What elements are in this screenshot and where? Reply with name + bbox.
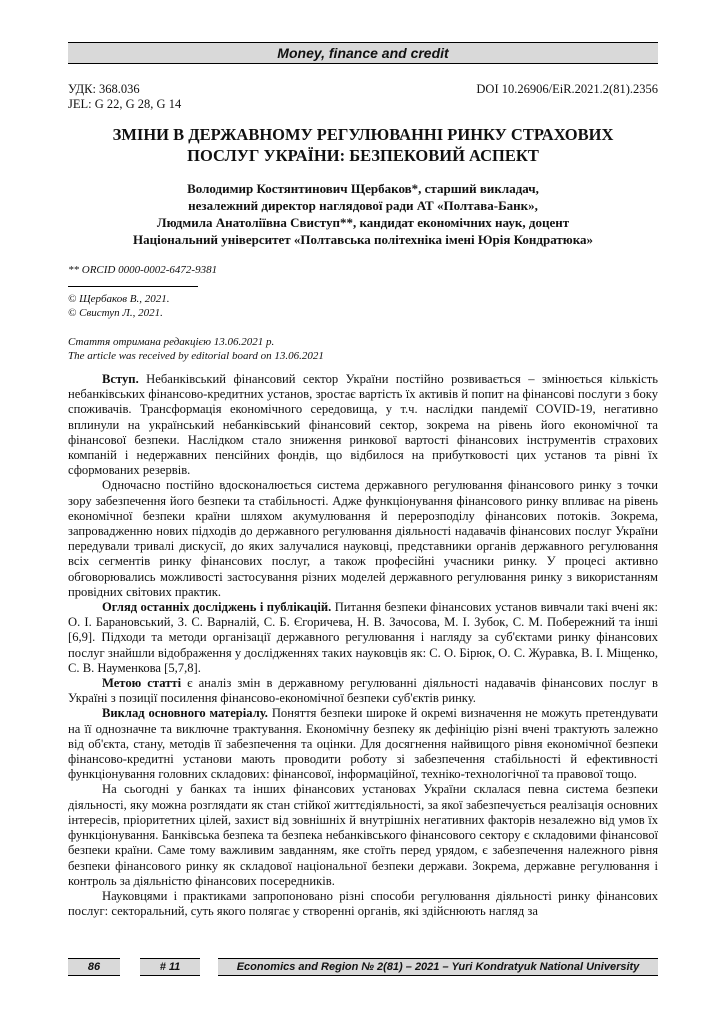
paragraph-lead: Вступ. — [102, 372, 139, 386]
doi: DOI 10.26906/EiR.2021.2(81).2356 — [476, 82, 658, 96]
paragraph-lead: Метою статті — [102, 676, 182, 691]
received-date-ua: Стаття отримана редакцією 13.06.2021 р. — [68, 336, 275, 348]
copyright-line: © Свиступ Л., 2021. — [68, 307, 163, 319]
title-line: ЗМІНИ В ДЕРЖАВНОМУ РЕГУЛЮВАННІ РИНКУ СТРАХОВИХ — [112, 125, 614, 144]
page-number: 86 — [68, 958, 120, 976]
paragraph — [68, 600, 658, 676]
paragraph-text: Одночасно постійно вдосконалюється система державного регулювання фінансового ринку з точки зору забезпечення його безпеки та стабільності. Адже функціонування фінансового ринку впливає на рівень економічної безпеки країни шляхом акумулювання й перерозподілу фінансових потоків. Зокрема, запровадженню нових підходів до державного регулювання діяльності надавачів фінансових послуг України передували тривалі дискусії, до яких залучалися науковці, представники органів державного регулювання всіх сегментів ринку фінансових послуг, а також професійні учасники ринку. У процесі активно обговорювались можливості застосування різних моделей державного регулювання ринку з використанням провідних світових практик. — [68, 478, 658, 599]
orcid: ** ORCID 0000-0002-6472-9381 — [68, 264, 218, 276]
title-line: ПОСЛУГ УКРАЇНИ: БЕЗПЕКОВИЙ АСПЕКТ — [187, 146, 539, 165]
paragraph-text: є аналіз змін в державному регулюванні діяльності надавачів фінансових послуг в Україні з позиції посилення фінансово-економічної безпеки суб'єктів ринку. — [68, 676, 658, 706]
author-line: Національний університет «Полтавська політехніка імені Юрія Кондратюка» — [133, 232, 593, 247]
author-line: Володимир Костянтинович Щербаков*, старший викладач, — [187, 181, 539, 196]
author-line: незалежний директор наглядової ради АТ «Полтава-Банк», — [188, 198, 538, 213]
paragraph-lead: Огляд останніх досліджень і публікацій. — [102, 600, 332, 615]
divider — [68, 286, 198, 287]
paragraph-text: Небанківський фінансовий сектор України постійно розвивається – змінюється кількість небанківських фінансово-кредитних установ, зростає вартість їх активів й попит на фінансові послуги з боку споживачів. Трансформація економічного середовища, у т.ч. наслідки пандемії COVID-19, негативно вплинули на український небанківський фінансовий сектор, зокрема на рівень його економічної та фінансової безпеки. Наслідком стало зниження ринкової вартості фінансових інструментів страхових компаній і недержавних пенсійних фондів, що відбилося на прибутковості цих установ та рівні їх сформованих резервів. — [68, 372, 658, 478]
author-block — [68, 180, 658, 248]
paragraph-text: На сьогодні у банках та інших фінансових установах України склалася певна система безпеки діяльності, яку можна розглядати як стан стійкої життєдіяльності, за якої забезпечується реалізація основних інтересів, пріоритетних цілей, захист від зовнішніх й внутрішніх негативних факторів незалежно від умов їх функціонування. Банківська безпека та безпека небанківського фінансового сектору є складовими фінансової безпеки країни. Саме тому важливим завданням, яке стоїть перед урядом, є забезпечення належного рівня безпеки фінансового ринку як складової національної безпеки держави. Зокрема, державне регулювання і контроль за діяльністю фінансових посередників. — [68, 782, 658, 888]
author-line: Людмила Анатоліївна Свиступ**, кандидат економічних наук, доцент — [156, 215, 570, 230]
paragraph — [68, 372, 658, 478]
paragraph — [68, 782, 658, 888]
paragraph — [68, 889, 658, 919]
paragraph — [68, 676, 658, 706]
paragraph-text: Поняття безпеки широке й окремі визначення не можуть претендувати на її однозначне та виключне трактування. Економічну безпеку як дефініцію різні вчені трактують залежно від об'єкта, стану, методів її забезпечення та оцінки. Для досягнення найвищого рівня економічної безпеки фінансово-кредитні установи мають проводити роботу зі забезпечення стабільності й ефективності функціонування головних складових: фінансової, інформаційної, техніко-технологічної та правової тощо. — [68, 706, 658, 782]
journal-section-header: Money, finance and credit — [68, 42, 658, 64]
page-footer — [68, 958, 658, 974]
issue-number: # 11 — [140, 958, 200, 976]
received-date-en: The article was received by editorial board on 13.06.2021 — [68, 350, 324, 362]
paragraph-text: Питання безпеки фінансових установ вивчали такі вчені як: О. І. Барановський, З. С. Варналій, С. Б. Єгоричева, Н. В. Зачосова, М. І. Зубок, С. М. Побережний та інші [6,9]. Підходи та методи організації державного регулювання і нагляду за суб'єктами ринку фінансових послуг знайшли відображення у дослідженнях таких науковців як: С. О. Бірюк, О. С. Журавка, В. І. Міщенко, С. В. Науменкова [5,7,8]. — [68, 600, 658, 675]
paragraph-text: Науковцями і практиками запропоновано різні способи регулювання діяльності ринку фінансових послуг: секторальний, суть якого полягає у створенні органів, які здійснюють нагляд за — [68, 888, 658, 919]
journal-footer-title: Economics and Region № 2(81) – 2021 – Yuri Kondratyuk National University — [218, 958, 658, 976]
article-body — [68, 372, 658, 919]
paragraph — [68, 706, 658, 782]
udc-code: УДК: 368.036 — [68, 82, 140, 96]
paragraph — [68, 478, 658, 600]
article-title — [68, 124, 658, 166]
jel-codes: JEL: G 22, G 28, G 14 — [68, 97, 182, 111]
copyright-line: © Щербаков В., 2021. — [68, 293, 170, 305]
paragraph-lead: Виклад основного матеріалу. — [102, 706, 268, 721]
